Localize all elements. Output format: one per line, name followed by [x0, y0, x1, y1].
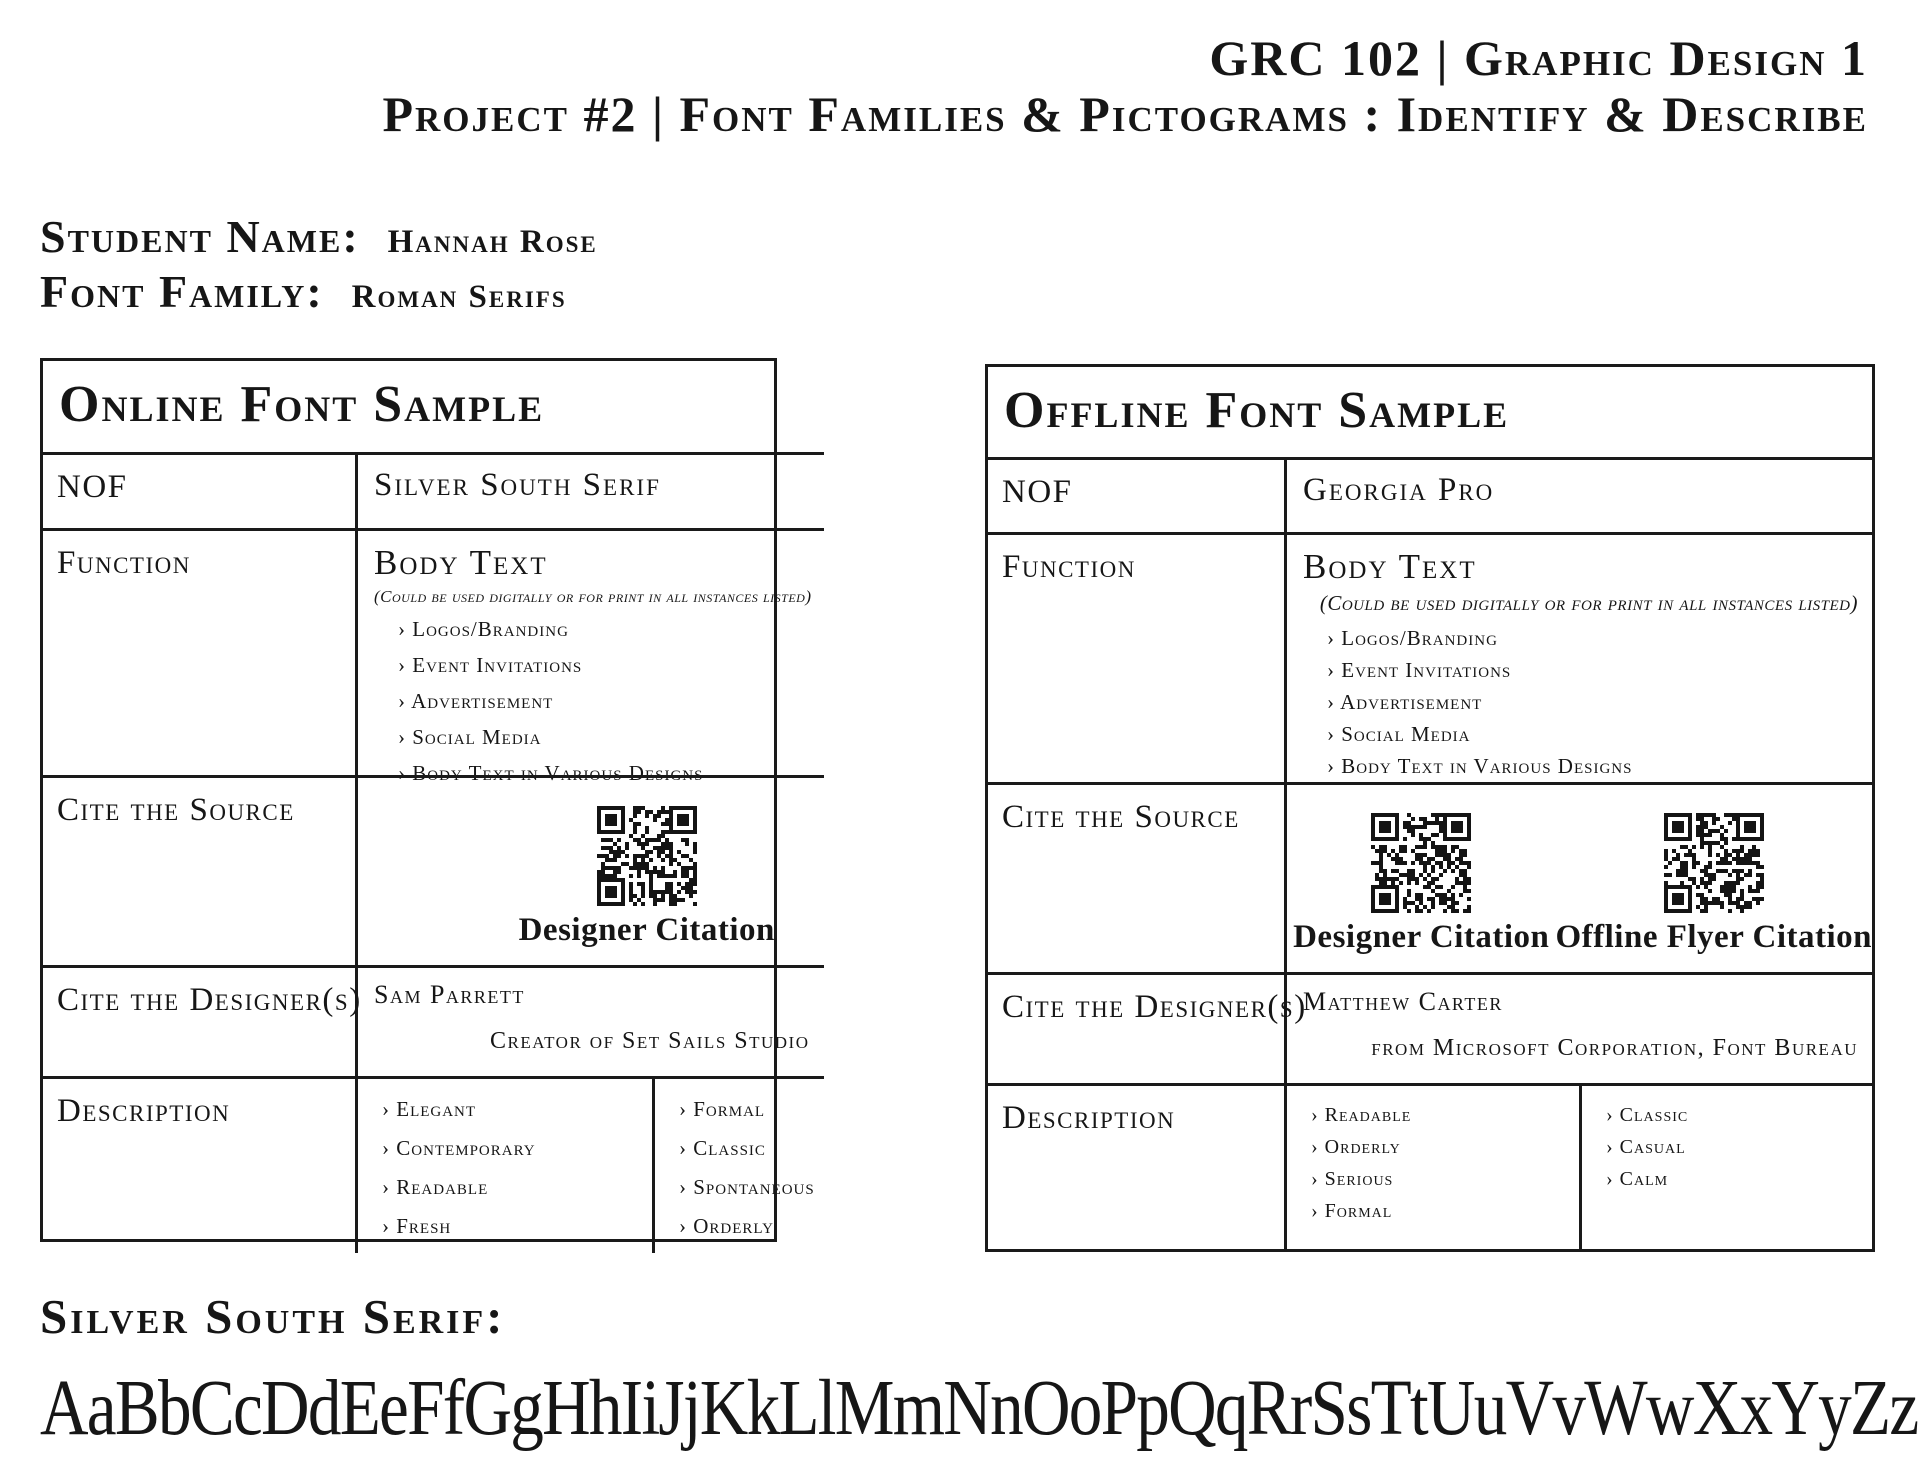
qr-code-designer-citation-icon	[1371, 813, 1471, 913]
offline-font-sample-table	[985, 364, 1875, 1252]
description-list-1	[1311, 1104, 1579, 1223]
student-name-value: Hannah Rose	[387, 224, 598, 260]
online-font-sample-table	[40, 358, 815, 1242]
list-item: › Social Media	[1327, 722, 1471, 746]
project-title: Project #2 | Font Families & Pictograms : Identify & Describe	[382, 86, 1868, 142]
offline-source-cell	[1287, 782, 1872, 972]
list-item: › Body Text in Various Designs	[398, 761, 704, 785]
student-name-line	[40, 212, 608, 267]
online-description-label: Description	[43, 1076, 358, 1253]
list-item: › Calm	[1606, 1168, 1669, 1190]
online-nof-value: Silver South Serif	[358, 452, 824, 528]
offline-function-note: (Could be used digitally or for print in all instances listed)	[1319, 591, 1858, 615]
offline-table-title: Offline Font Sample	[1004, 382, 1510, 439]
description-column-2	[1579, 1086, 1872, 1249]
list-item: › Orderly	[679, 1214, 774, 1238]
online-table-title: Online Font Sample	[59, 376, 545, 433]
list-item: › Orderly	[1311, 1136, 1401, 1158]
source-half-1	[1287, 785, 1555, 956]
qr-code-offline-flyer-citation-icon	[1664, 813, 1764, 913]
offline-nof-label: NOF	[988, 457, 1287, 532]
online-designer-cell	[358, 965, 824, 1076]
course-title: GRC 102 | Graphic Design 1	[1209, 30, 1868, 86]
list-item: › Contemporary	[382, 1136, 536, 1160]
list-item: › Readable	[1311, 1104, 1412, 1126]
offline-function-value: Body Text	[1303, 547, 1477, 586]
offline-designer-label: Cite the Designer(s)	[988, 972, 1287, 1083]
list-item: › Readable	[382, 1175, 489, 1199]
specimen-alphabet: AaBbCcDdEeFfGgHhIiJjKkLlMmNnOoPpQqRrSsTtUuVvWwXxYyZz	[40, 1365, 1918, 1452]
online-source-cell	[358, 775, 824, 965]
online-description-cell	[358, 1076, 824, 1253]
list-item: › Event Invitations	[1327, 658, 1512, 682]
list-item: › Elegant	[382, 1097, 477, 1121]
offline-description-cell	[1287, 1083, 1872, 1249]
qr-code-designer-citation-icon	[597, 806, 697, 906]
offline-function-cell	[1287, 532, 1872, 782]
offline-function-label: Function	[988, 532, 1287, 782]
qr-caption: Offline Flyer Citation	[1555, 919, 1872, 955]
source-half-2	[1555, 785, 1872, 956]
student-name-label: Student Name:	[40, 211, 360, 262]
offline-nof-value: Georgia Pro	[1287, 457, 1872, 532]
font-family-label: Font Family:	[40, 266, 324, 317]
list-item: › Advertisement	[1327, 690, 1483, 714]
qr-block-designer	[1293, 813, 1549, 956]
designer-affiliation: Creator of Set Sails Studio	[489, 1028, 810, 1054]
list-item: › Advertisement	[398, 689, 554, 713]
online-function-list	[374, 617, 814, 786]
font-family-value: Roman Serifs	[351, 279, 567, 315]
online-function-cell	[358, 528, 824, 785]
list-item: › Classic	[1606, 1104, 1689, 1126]
list-item: › Social Media	[398, 725, 542, 749]
document-header	[0, 30, 1868, 142]
designer-name: Matthew Carter	[1303, 987, 1503, 1016]
description-column-2	[652, 1079, 824, 1253]
list-item: › Fresh	[382, 1214, 452, 1238]
offline-function-list	[1303, 626, 1862, 779]
list-item: › Logos/Branding	[1327, 626, 1498, 650]
offline-source-label: Cite the Source	[988, 782, 1287, 972]
online-function-label: Function	[43, 528, 358, 775]
description-list-1	[382, 1097, 652, 1239]
list-item: › Body Text in Various Designs	[1327, 754, 1633, 778]
qr-caption: Designer Citation	[1293, 919, 1550, 955]
online-designer-label: Cite the Designer(s)	[43, 965, 358, 1076]
list-item: › Logos/Branding	[398, 617, 569, 641]
online-function-note: (Could be used digitally or for print in all instances listed)	[374, 587, 812, 606]
list-item: › Formal	[679, 1097, 766, 1121]
qr-caption: Designer Citation	[518, 912, 775, 948]
description-column-1	[1287, 1086, 1579, 1249]
list-item: › Casual	[1606, 1136, 1686, 1158]
list-item: › Classic	[679, 1136, 766, 1160]
font-family-line	[40, 267, 608, 322]
online-source-label: Cite the Source	[43, 775, 358, 965]
qr-block-designer	[519, 806, 775, 949]
designer-name: Sam Parrett	[374, 980, 525, 1009]
qr-block-offline-flyer	[1555, 813, 1872, 956]
offline-designer-cell	[1287, 972, 1872, 1083]
description-column-1	[358, 1079, 652, 1253]
list-item: › Spontaneous	[679, 1175, 815, 1199]
offline-description-label: Description	[988, 1083, 1287, 1249]
online-nof-label: NOF	[43, 452, 358, 528]
list-item: › Event Invitations	[398, 653, 583, 677]
designer-affiliation: from Microsoft Corporation, Font Bureau	[1371, 1035, 1858, 1061]
student-info	[40, 212, 608, 322]
description-list-2	[679, 1097, 824, 1239]
list-item: › Serious	[1311, 1168, 1394, 1190]
list-item: › Formal	[1311, 1200, 1393, 1222]
specimen-font-name: Silver South Serif:	[40, 1289, 506, 1344]
online-function-value: Body Text	[374, 543, 548, 582]
description-list-2	[1606, 1104, 1872, 1191]
